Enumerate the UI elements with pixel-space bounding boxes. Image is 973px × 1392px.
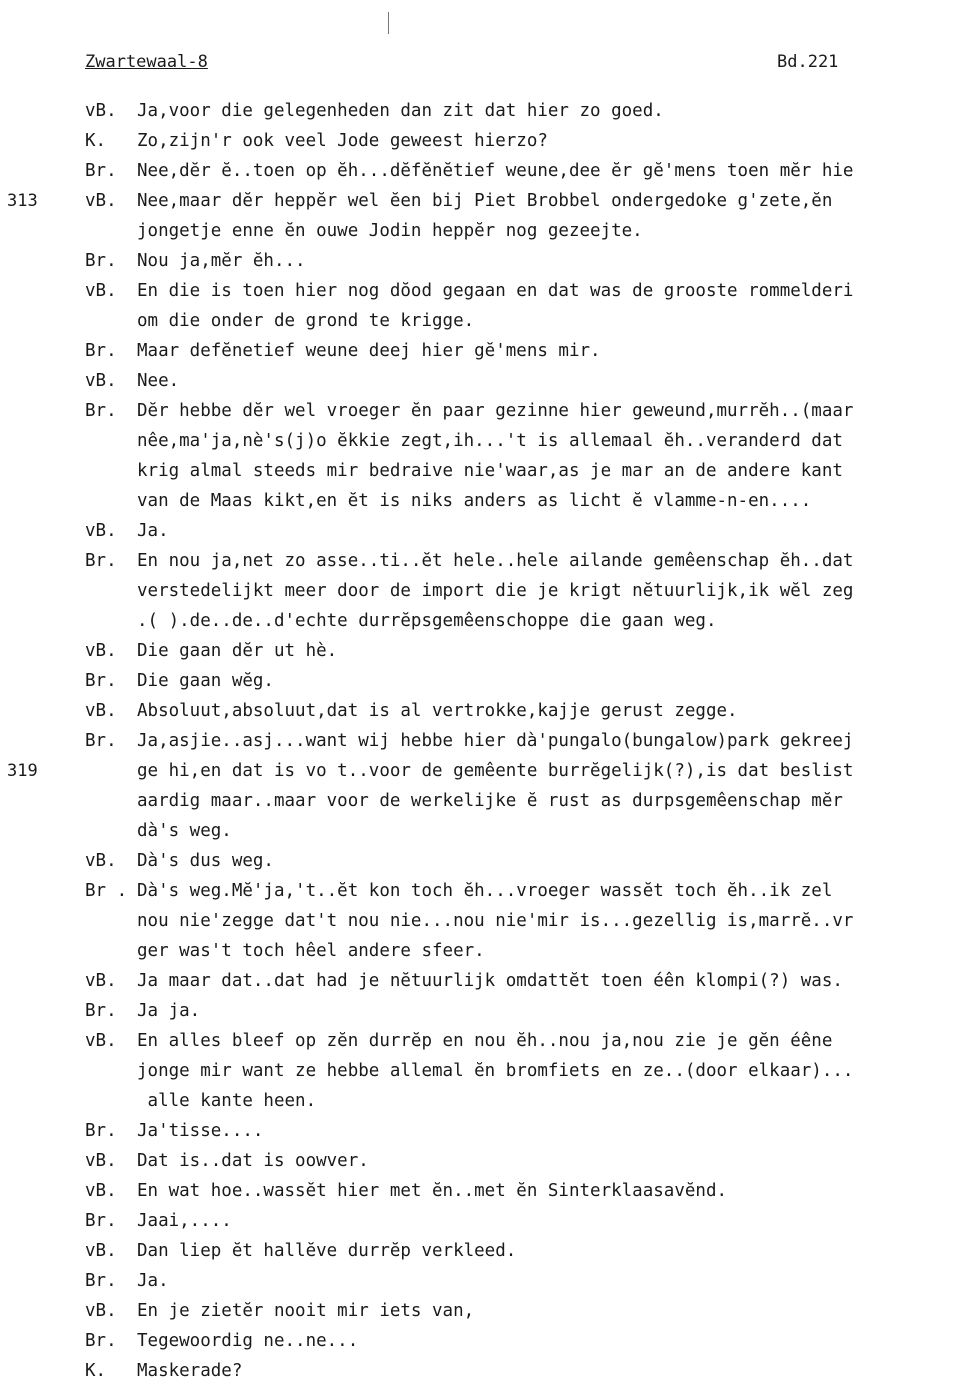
utterance-text: Ja,voor die gelegenheden dan zit dat hier zo goed. xyxy=(137,101,664,121)
utterance-text: En wat hoe..wassĕt hier met ĕn..met ĕn Sinterklaasavĕnd. xyxy=(137,1181,728,1201)
transcript-line xyxy=(85,1026,973,1056)
utterance-text: Jaai,.... xyxy=(137,1211,232,1231)
transcript-line xyxy=(85,726,973,756)
speaker-label: vB. xyxy=(85,1301,117,1321)
transcript-line xyxy=(85,936,973,966)
utterance-text: ge hi,en dat is vo t..voor de gemêente burrĕgelijk(?),is dat beslist xyxy=(137,761,854,781)
utterance-text: nêe,ma'ja,nè's(j)o ĕkkie zegt,ih...'t is allemaal ĕh..veranderd dat xyxy=(137,431,843,451)
utterance-text: Ja'tisse.... xyxy=(137,1121,264,1141)
utterance-text: .( ).de..de..d'echte durrĕpsgemêenschoppe die gaan weg. xyxy=(137,611,717,631)
utterance-text: Nee,maar dĕr heppĕr wel ĕen bij Piet Brobbel ondergedoke g'zete,ĕn xyxy=(137,191,833,211)
transcript-line xyxy=(85,1236,973,1266)
utterance-text: Tegewoordig ne..ne... xyxy=(137,1331,359,1351)
speaker-label: vB. xyxy=(85,1031,117,1051)
transcript-line xyxy=(85,696,973,726)
utterance-text: En die is toen hier nog dŏod gegaan en dat was de grooste rommelderi xyxy=(137,281,854,301)
speaker-label: vB. xyxy=(85,1151,117,1171)
speaker-label: K. xyxy=(85,131,107,151)
utterance-text: krig almal steeds mir bedraive nie'waar,as je mar an de andere kant xyxy=(137,461,843,481)
speaker-label: vB. xyxy=(85,281,117,301)
speaker-label: Br. xyxy=(85,161,117,181)
speaker-label: Br. xyxy=(85,1331,117,1351)
utterance-text: jongetje enne ĕn ouwe Jodin heppĕr nog gezeejte. xyxy=(137,221,643,241)
transcript-body xyxy=(7,96,973,1386)
utterance-text: En je zietĕr nooit mir iets van, xyxy=(137,1301,475,1321)
speaker-label: Br. xyxy=(85,671,117,691)
document-title: Zwartewaal-8 xyxy=(85,52,208,72)
transcript-line xyxy=(85,1176,973,1206)
utterance-text: Ja,asjie..asj...want wij hebbe hier dà'pungalo(bungalow)park gekreej xyxy=(137,731,854,751)
utterance-text: Die gaan dĕr ut hè. xyxy=(137,641,338,661)
transcript-line xyxy=(85,366,973,396)
transcript-line xyxy=(85,1146,973,1176)
transcript-line xyxy=(85,996,973,1026)
speaker-label: vB. xyxy=(85,191,117,211)
transcript-line xyxy=(7,756,973,786)
transcript-line xyxy=(85,96,973,126)
utterance-text: Maskerade? xyxy=(137,1361,243,1381)
utterance-text: van de Maas kikt,en ĕt is niks anders as licht ĕ vlamme-n-en.... xyxy=(137,491,812,511)
transcript-line xyxy=(85,816,973,846)
utterance-text: Ja maar dat..dat had je nĕtuurlijk omdattĕt toen éên klompi(?) was. xyxy=(137,971,843,991)
transcript-line xyxy=(85,306,973,336)
utterance-text: Dat is..dat is oowver. xyxy=(137,1151,369,1171)
utterance-text: verstedelijkt meer door de import die je krigt nĕtuurlijk,ik wĕl zeg xyxy=(137,581,854,601)
utterance-text: Absoluut,absoluut,dat is al vertrokke,kajje gerust zegge. xyxy=(137,701,738,721)
speaker-label: Br. xyxy=(85,341,117,361)
utterance-text: Die gaan wĕg. xyxy=(137,671,274,691)
utterance-text: nou nie'zegge dat't nou nie...nou nie'mir is...gezellig is,marrĕ..vr xyxy=(137,911,854,931)
utterance-text: Ja. xyxy=(137,521,169,541)
top-tick-mark xyxy=(388,12,389,34)
utterance-text: Ja. xyxy=(137,1271,169,1291)
speaker-label: Br. xyxy=(85,1271,117,1291)
utterance-text: Nee,dĕr ĕ..toen op ĕh...dĕfĕnĕtief weune,dee ĕr gĕ'mens toen mĕr hie xyxy=(137,161,854,181)
transcript-line xyxy=(85,516,973,546)
utterance-text: Dan liep ĕt hallĕve durrĕp verkleed. xyxy=(137,1241,517,1261)
speaker-label: Br. xyxy=(85,1211,117,1231)
speaker-label: Br. xyxy=(85,1121,117,1141)
transcript-line xyxy=(85,1206,973,1236)
transcript-line xyxy=(85,666,973,696)
speaker-label: Br. xyxy=(85,551,117,571)
speaker-label: Br. xyxy=(85,401,117,421)
transcript-line xyxy=(85,576,973,606)
transcript-line xyxy=(85,276,973,306)
utterance-text: En alles bleef op zĕn durrĕp en nou ĕh..nou ja,nou zie je gĕn éêne xyxy=(137,1031,833,1051)
transcript-line xyxy=(85,456,973,486)
page-reference: Bd.221 xyxy=(777,52,839,72)
utterance-text: Maar defĕnetief weune deej hier gĕ'mens mir. xyxy=(137,341,601,361)
transcript-line xyxy=(85,1266,973,1296)
transcript-line xyxy=(85,156,973,186)
transcript-line xyxy=(85,1296,973,1326)
utterance-text: jonge mir want ze hebbe allemal ĕn bromfiets en ze..(door elkaar)... xyxy=(137,1061,854,1081)
transcript-line xyxy=(85,246,973,276)
transcript-line xyxy=(85,966,973,996)
transcript-line xyxy=(85,126,973,156)
speaker-label: vB. xyxy=(85,971,117,991)
transcript-line xyxy=(85,1116,973,1146)
speaker-label: vB. xyxy=(85,371,117,391)
speaker-label: Br. xyxy=(85,731,117,751)
utterance-text: Dà's dus weg. xyxy=(137,851,274,871)
utterance-text: Ja ja. xyxy=(137,1001,201,1021)
utterance-text: om die onder de grond te krigge. xyxy=(137,311,475,331)
utterance-text: aardig maar..maar voor de werkelijke ĕ rust as durpsgemêenschap mĕr xyxy=(137,791,843,811)
utterance-text: Nee. xyxy=(137,371,180,391)
speaker-label: vB. xyxy=(85,101,117,121)
utterance-text: Zo,zijn'r ook veel Jode geweest hierzo? xyxy=(137,131,548,151)
utterance-text: Nou ja,mĕr ĕh... xyxy=(137,251,306,271)
transcript-line xyxy=(85,396,973,426)
margin-line-number: 313 xyxy=(7,191,38,211)
utterance-text: En nou ja,net zo asse..ti..ĕt hele..hele ailande gemêenschap ĕh..dat xyxy=(137,551,854,571)
transcript-line xyxy=(85,216,973,246)
transcript-line xyxy=(85,426,973,456)
transcript-line xyxy=(85,1326,973,1356)
speaker-label: Br. xyxy=(85,251,117,271)
transcript-line xyxy=(85,606,973,636)
transcript-line xyxy=(85,336,973,366)
speaker-label: vB. xyxy=(85,521,117,541)
utterance-text: dà's weg. xyxy=(137,821,232,841)
utterance-text: Dĕr hebbe dĕr wel vroeger ĕn paar gezinne hier geweund,murrĕh..(maar xyxy=(137,401,854,421)
speaker-label: Br . xyxy=(85,881,128,901)
speaker-label: vB. xyxy=(85,851,117,871)
transcript-line xyxy=(85,876,973,906)
utterance-text: ger was't toch hêel andere sfeer. xyxy=(137,941,485,961)
speaker-label: K. xyxy=(85,1361,107,1381)
speaker-label: vB. xyxy=(85,1241,117,1261)
transcript-line xyxy=(85,846,973,876)
transcript-line xyxy=(85,486,973,516)
speaker-label: Br. xyxy=(85,1001,117,1021)
transcript-line xyxy=(85,1086,973,1116)
transcript-line xyxy=(85,636,973,666)
transcript-line xyxy=(7,186,973,216)
speaker-label: vB. xyxy=(85,701,117,721)
utterance-text: alle kante heen. xyxy=(137,1091,317,1111)
utterance-text: Dà's weg.Mĕ'ja,'t..ĕt kon toch ĕh...vroeger wassĕt toch ĕh..ik zel xyxy=(137,881,833,901)
transcript-line xyxy=(85,546,973,576)
speaker-label: vB. xyxy=(85,1181,117,1201)
transcript-line xyxy=(85,1056,973,1086)
transcript-line xyxy=(85,786,973,816)
speaker-label: vB. xyxy=(85,641,117,661)
transcript-line xyxy=(85,1356,973,1386)
margin-line-number: 319 xyxy=(7,761,38,781)
transcript-line xyxy=(85,906,973,936)
